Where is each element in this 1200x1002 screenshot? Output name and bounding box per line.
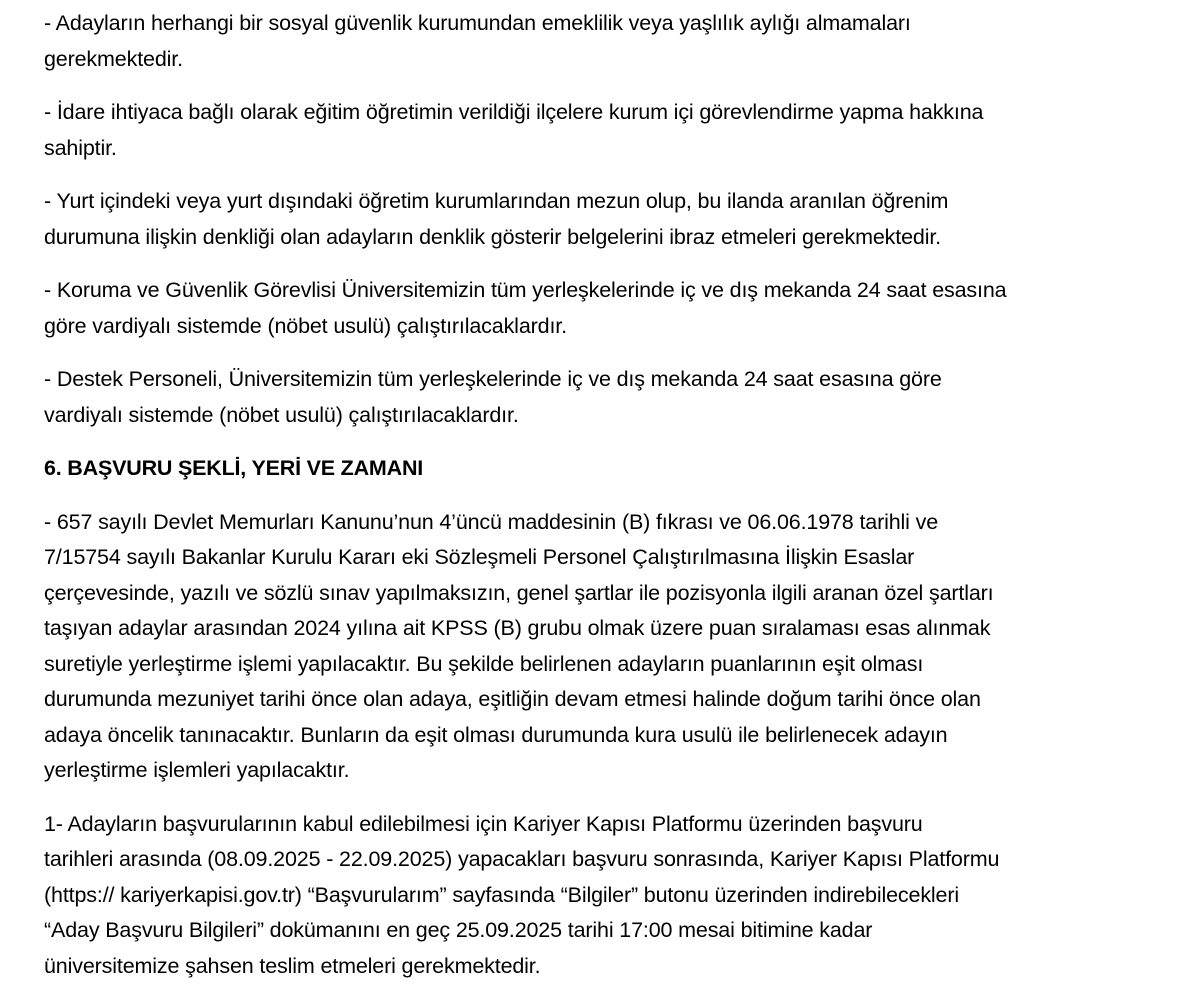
text-line: üniversitemize şahsen teslim etmeleri gerekmektedir. — [44, 953, 541, 978]
text-line: çerçevesinde, yazılı ve sözlü sınav yapılmaksızın, genel şartlar ile pozisyonla ilgili aranan özel şartları — [44, 580, 994, 605]
paragraph-support-staff-shifts — [44, 362, 1164, 433]
text-line: - Adayların herhangi bir sosyal güvenlik kurumundan emeklilik veya yaşlılık aylığı almamaları — [44, 11, 911, 35]
text-line: (https:// kariyerkapisi.gov.tr) “Başvurularım” sayfasında “Bilgiler” butonu üzerinden indirebilecekleri — [44, 882, 960, 907]
text-line: tarihleri arasında (08.09.2025 - 22.09.2025) yapacakları başvuru sonrasında, Kariyer Kapısı Platformu — [44, 847, 1000, 871]
text-line: - Destek Personeli, Üniversitemizin tüm yerleşkelerinde iç ve dış mekanda 24 saat esasına göre — [44, 367, 942, 391]
text-line: - İdare ihtiyaca bağlı olarak eğitim öğretimin verildiği ilçelere kurum içi görevlendirme yapma hakkına — [44, 100, 984, 124]
paragraph-security-staff-shifts — [44, 273, 1164, 344]
text-line: “Aday Başvuru Bilgileri” dokümanını en geç 25.09.2025 tarihi 17:00 mesai bitimine kadar — [44, 918, 873, 942]
text-line: adaya öncelik tanınacaktır. Bunların da eşit olması durumunda kura usulü ile belirlenecek adayın — [44, 722, 948, 747]
text-line: vardiyalı sistemde (nöbet usulü) çalıştırılacaklardır. — [44, 402, 519, 427]
text-line: yerleştirme işlemleri yapılacaktır. — [44, 758, 350, 782]
text-line: suretiyle yerleştirme işlemi yapılacaktır. Bu şekilde belirlenen adayların puanlarının eşit olması — [44, 651, 924, 676]
paragraph-equivalence-documents — [44, 184, 1164, 255]
text-line: - Yurt içindeki veya yurt dışındaki öğretim kurumlarından mezun olup, bu ilanda aranılan öğrenim — [44, 189, 949, 213]
text-line: taşıyan adaylar arasından 2024 yılına ait KPSS (B) grubu olmak üzere puan sıralaması esas alınmak — [44, 616, 991, 640]
text-line: göre vardiyalı sistemde (nöbet usulü) çalıştırılacaklardır. — [44, 313, 567, 338]
paragraph-application-submission — [44, 807, 1164, 985]
text-line: sahiptir. — [44, 135, 117, 160]
paragraph-pension-requirement — [44, 6, 1164, 77]
text-line: 1- Adayların başvurularının kabul edilebilmesi için Kariyer Kapısı Platformu üzerinden başvuru — [44, 811, 923, 836]
section-heading: 6. BAŞVURU ŞEKLİ, YERİ VE ZAMANI — [44, 456, 424, 480]
paragraph-assignment-right — [44, 95, 1164, 166]
document-page — [44, 6, 1164, 1002]
text-line: durumuna ilişkin denkliği olan adayların denklik gösterir belgelerini ibraz etmeleri gerekmektedir. — [44, 224, 941, 249]
text-line: 7/15754 sayılı Bakanlar Kurulu Kararı eki Sözleşmeli Personel Çalıştırılmasına İlişkin Esaslar — [44, 545, 915, 569]
text-line: gerekmektedir. — [44, 46, 183, 71]
paragraph-placement-procedure — [44, 505, 1164, 789]
text-line: - Koruma ve Güvenlik Görevlisi Üniversitemizin tüm yerleşkelerinde iç ve dış mekanda 24 saat esasına — [44, 278, 1007, 302]
text-line: durumunda mezuniyet tarihi önce olan adaya, eşitliğin devam etmesi halinde doğum tarihi önce olan — [44, 687, 981, 711]
text-line: - 657 sayılı Devlet Memurları Kanunu’nun 4’üncü maddesinin (B) fıkrası ve 06.06.1978 tarihli ve — [44, 509, 938, 534]
